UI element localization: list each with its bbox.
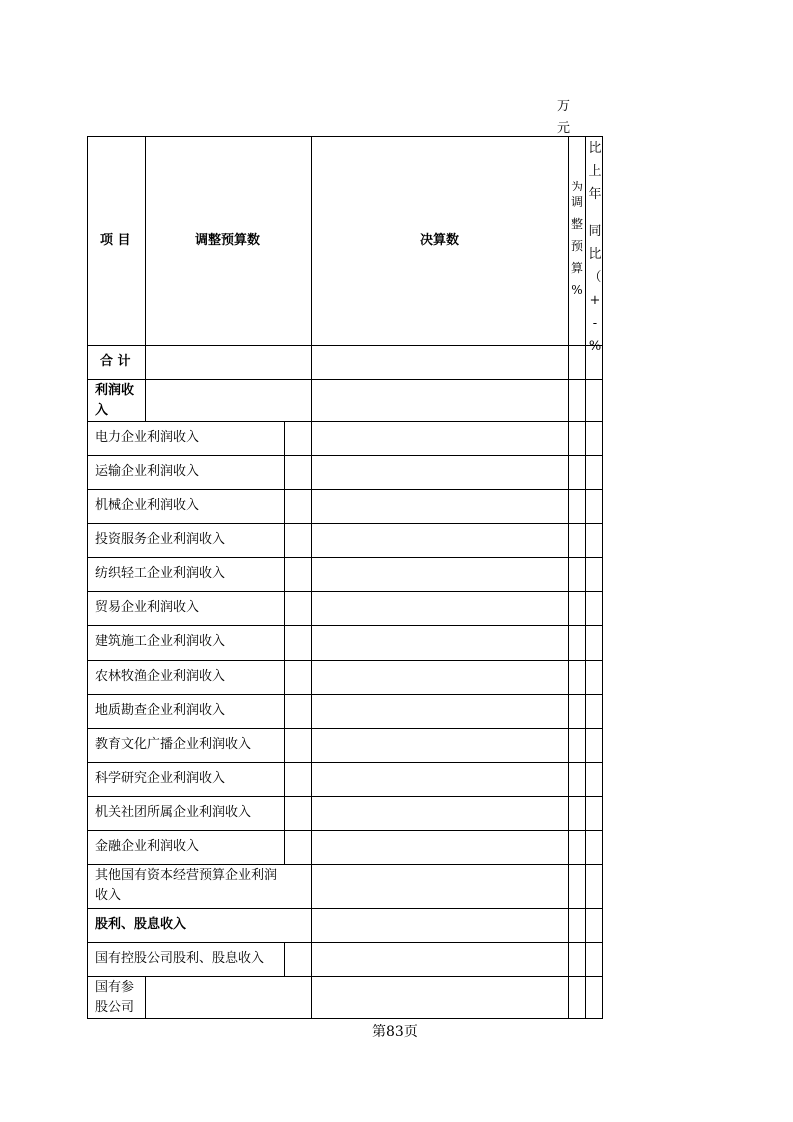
table-rule: [284, 942, 285, 977]
table-rule: [87, 694, 603, 695]
row-label: 科学研究企业利润收入: [95, 771, 226, 786]
header-adjusted-budget: 调整预算数: [195, 233, 261, 248]
row-label: 运输企业利润收入: [95, 464, 200, 479]
table-rule: [87, 379, 603, 380]
row-label: 投资服务企业利润收入: [95, 532, 226, 547]
row-label-dividend-income: 股利、股息收入: [95, 917, 187, 932]
table-rule: [87, 136, 603, 137]
table-rule: [87, 728, 603, 729]
table-rule: [87, 489, 603, 490]
row-label: 农林牧渔企业利润收入: [95, 669, 226, 684]
table-rule: [87, 1018, 603, 1019]
table-rule: [87, 762, 603, 763]
header-item: 项 目: [100, 233, 131, 248]
row-label: 教育文化广播企业利润收入: [95, 737, 252, 752]
table-rule: [87, 660, 603, 661]
table-rule: [87, 136, 88, 1019]
row-label: 国有控股公司股利、股息收入: [95, 951, 265, 966]
table-rule: [87, 455, 603, 456]
row-label: 其他国有资本经营预算企业利润收入: [95, 868, 278, 903]
header-yoy-change: 比 上 年 同 比 （ + - %: [588, 141, 602, 354]
table-rule: [87, 976, 603, 977]
row-label: 金融企业利润收入: [95, 839, 200, 854]
table-rule: [87, 796, 603, 797]
row-label-profit-income: 利润收入: [95, 383, 135, 418]
table-rule: [311, 136, 312, 1019]
row-label: 地质勘查企业利润收入: [95, 703, 226, 718]
table-rule: [87, 830, 603, 831]
table-rule: [87, 421, 603, 422]
table-rule: [284, 421, 285, 865]
table-rule: [87, 942, 603, 943]
header-final-account: 决算数: [420, 233, 460, 248]
table-rule: [568, 136, 569, 1019]
row-label: 贸易企业利润收入: [95, 600, 200, 615]
table-rule: [87, 345, 603, 346]
table-rule: [87, 908, 603, 909]
table-rule: [87, 523, 603, 524]
row-label: 电力企业利润收入: [95, 430, 200, 445]
table-rule: [145, 136, 146, 422]
table-rule: [87, 864, 603, 865]
page-number: 第83页: [372, 1024, 418, 1040]
unit-label: [557, 96, 573, 140]
unit-text: 万元: [557, 99, 571, 136]
table-rule: [87, 591, 603, 592]
table-rule: [87, 625, 603, 626]
row-label-total: 合 计: [100, 354, 131, 369]
table-rule: [585, 136, 586, 1019]
table-rule: [87, 557, 603, 558]
row-label: 纺织轻工企业利润收入: [95, 566, 226, 581]
header-ratio-to-adjusted: 为 调 整 预 算 %: [570, 180, 583, 297]
row-label: 建筑施工企业利润收入: [95, 634, 226, 649]
table-rule: [145, 976, 146, 1019]
row-label: 国有参股公司: [95, 980, 135, 1015]
row-label: 机械企业利润收入: [95, 498, 200, 513]
row-label: 机关社团所属企业利润收入: [95, 805, 252, 820]
